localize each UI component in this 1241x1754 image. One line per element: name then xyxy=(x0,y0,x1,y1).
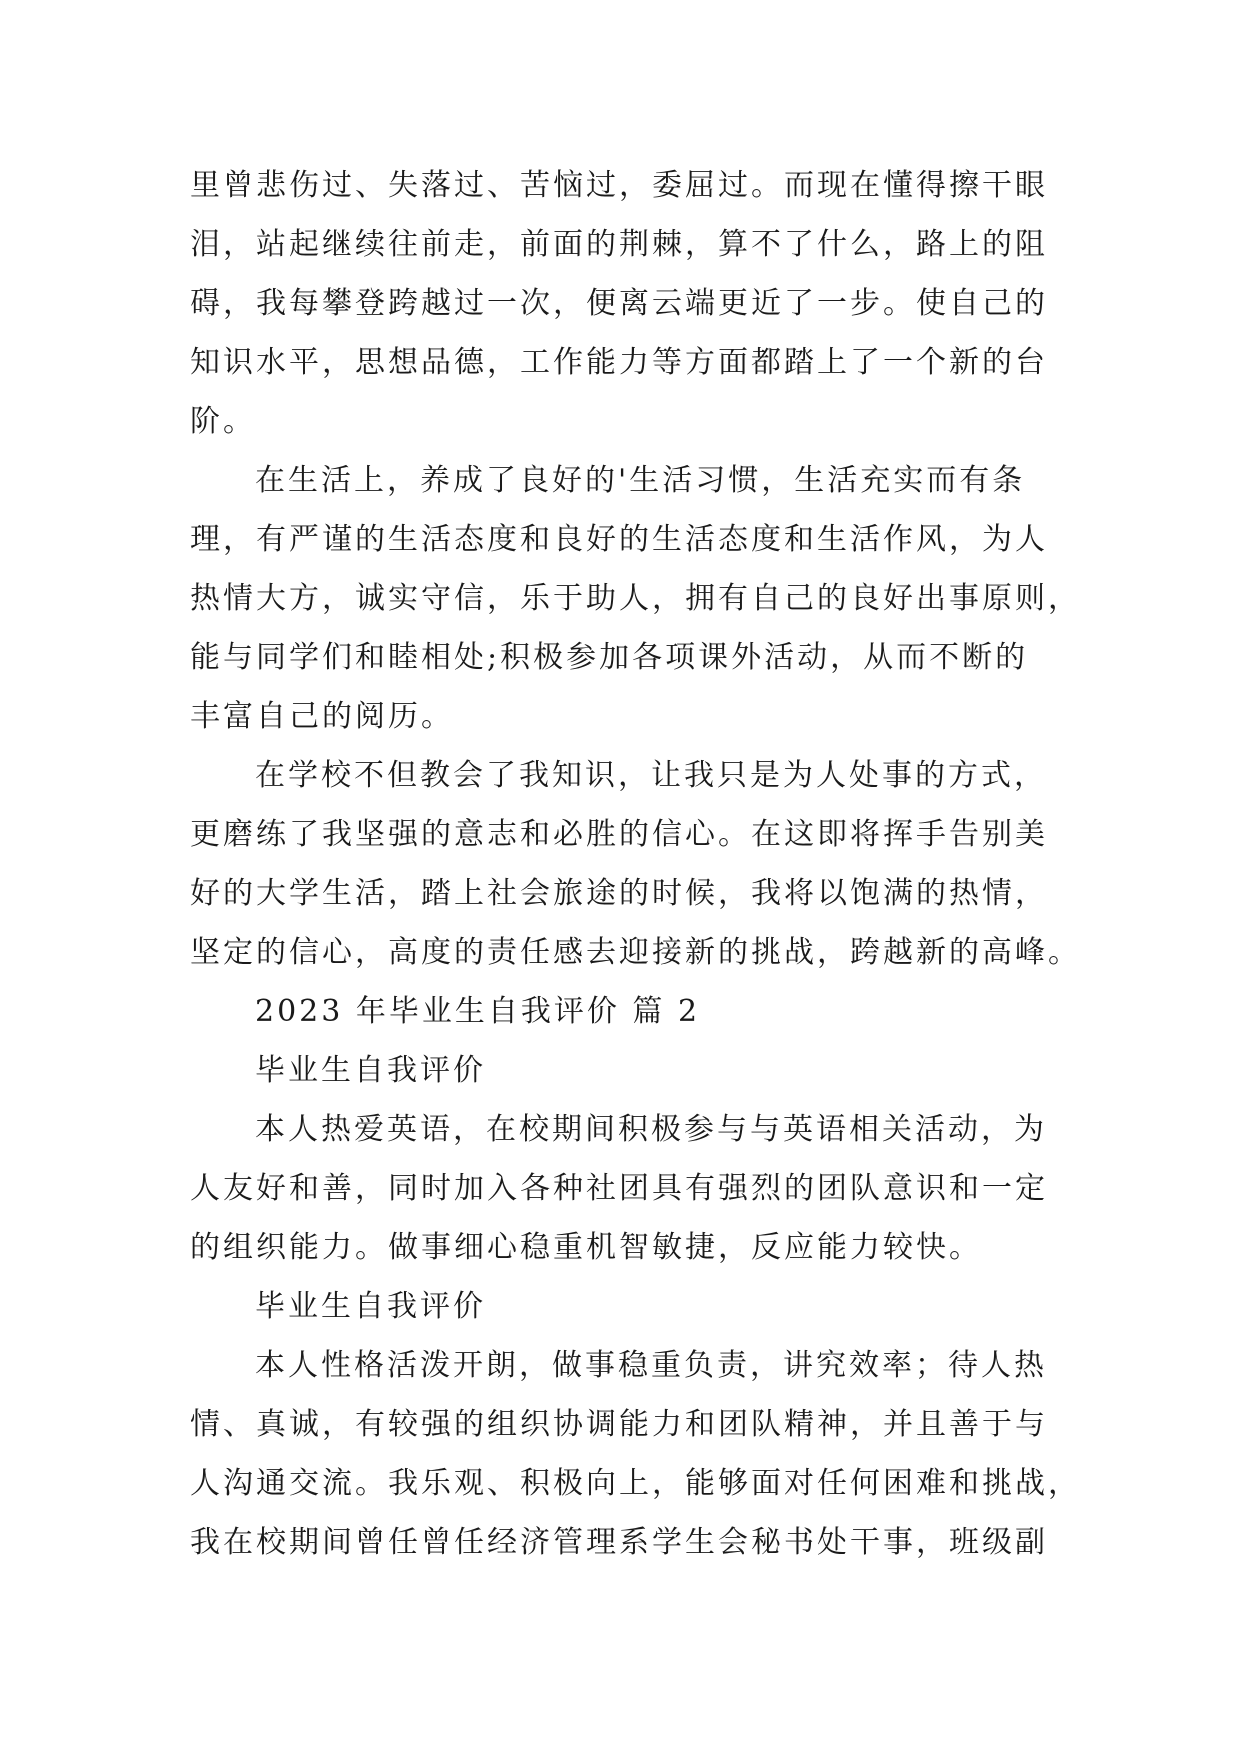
paragraph-start-line: 本人热爱英语，在校期间积极参与与英语相关活动，为 xyxy=(255,1112,1047,1147)
text-line: 丰富自己的阅历。 xyxy=(190,699,454,734)
text-line: 能与同学们和睦相处;积极参加各项课外活动，从而不断的 xyxy=(190,640,1029,675)
text-line: 碍，我每攀登跨越过一次，便离云端更近了一步。使自己的 xyxy=(190,286,1048,321)
text-line: 热情大方，诚实守信，乐于助人，拥有自己的良好出事原则， xyxy=(190,581,1081,616)
text-line: 情、真诚，有较强的组织协调能力和团队精神，并且善于与 xyxy=(190,1407,1048,1442)
text-line: 里曾悲伤过、失落过、苦恼过，委屈过。而现在懂得擦干眼 xyxy=(190,168,1048,203)
paragraph-start-line: 本人性格活泼开朗，做事稳重负责，讲究效率；待人热 xyxy=(255,1348,1047,1383)
section-heading: 2023 年毕业生自我评价 篇 2 xyxy=(255,994,701,1029)
text-line: 的组织能力。做事细心稳重机智敏捷，反应能力较快。 xyxy=(190,1230,982,1265)
text-line: 人沟通交流。我乐观、积极向上，能够面对任何困难和挑战， xyxy=(190,1466,1081,1501)
subheading: 毕业生自我评价 xyxy=(255,1053,486,1088)
text-line: 理，有严谨的生活态度和良好的生活态度和生活作风，为人 xyxy=(190,522,1048,557)
text-line: 泪，站起继续往前走，前面的荆棘，算不了什么，路上的阻 xyxy=(190,227,1048,262)
text-line: 好的大学生活，踏上社会旅途的时候，我将以饱满的热情， xyxy=(190,876,1048,911)
text-line: 知识水平，思想品德，工作能力等方面都踏上了一个新的台 xyxy=(190,345,1048,380)
text-line: 阶。 xyxy=(190,404,256,439)
paragraph-start-line: 在学校不但教会了我知识，让我只是为人处事的方式， xyxy=(255,758,1047,793)
text-line: 我在校期间曾任曾任经济管理系学生会秘书处干事，班级副 xyxy=(190,1525,1048,1560)
text-line: 坚定的信心，高度的责任感去迎接新的挑战，跨越新的高峰。 xyxy=(190,935,1081,970)
text-line: 更磨练了我坚强的意志和必胜的信心。在这即将挥手告别美 xyxy=(190,817,1048,852)
text-line: 人友好和善，同时加入各种社团具有强烈的团队意识和一定 xyxy=(190,1171,1048,1206)
subheading: 毕业生自我评价 xyxy=(255,1289,486,1324)
paragraph-start-line: 在生活上，养成了良好的'生活习惯，生活充实而有条 xyxy=(255,463,1026,498)
